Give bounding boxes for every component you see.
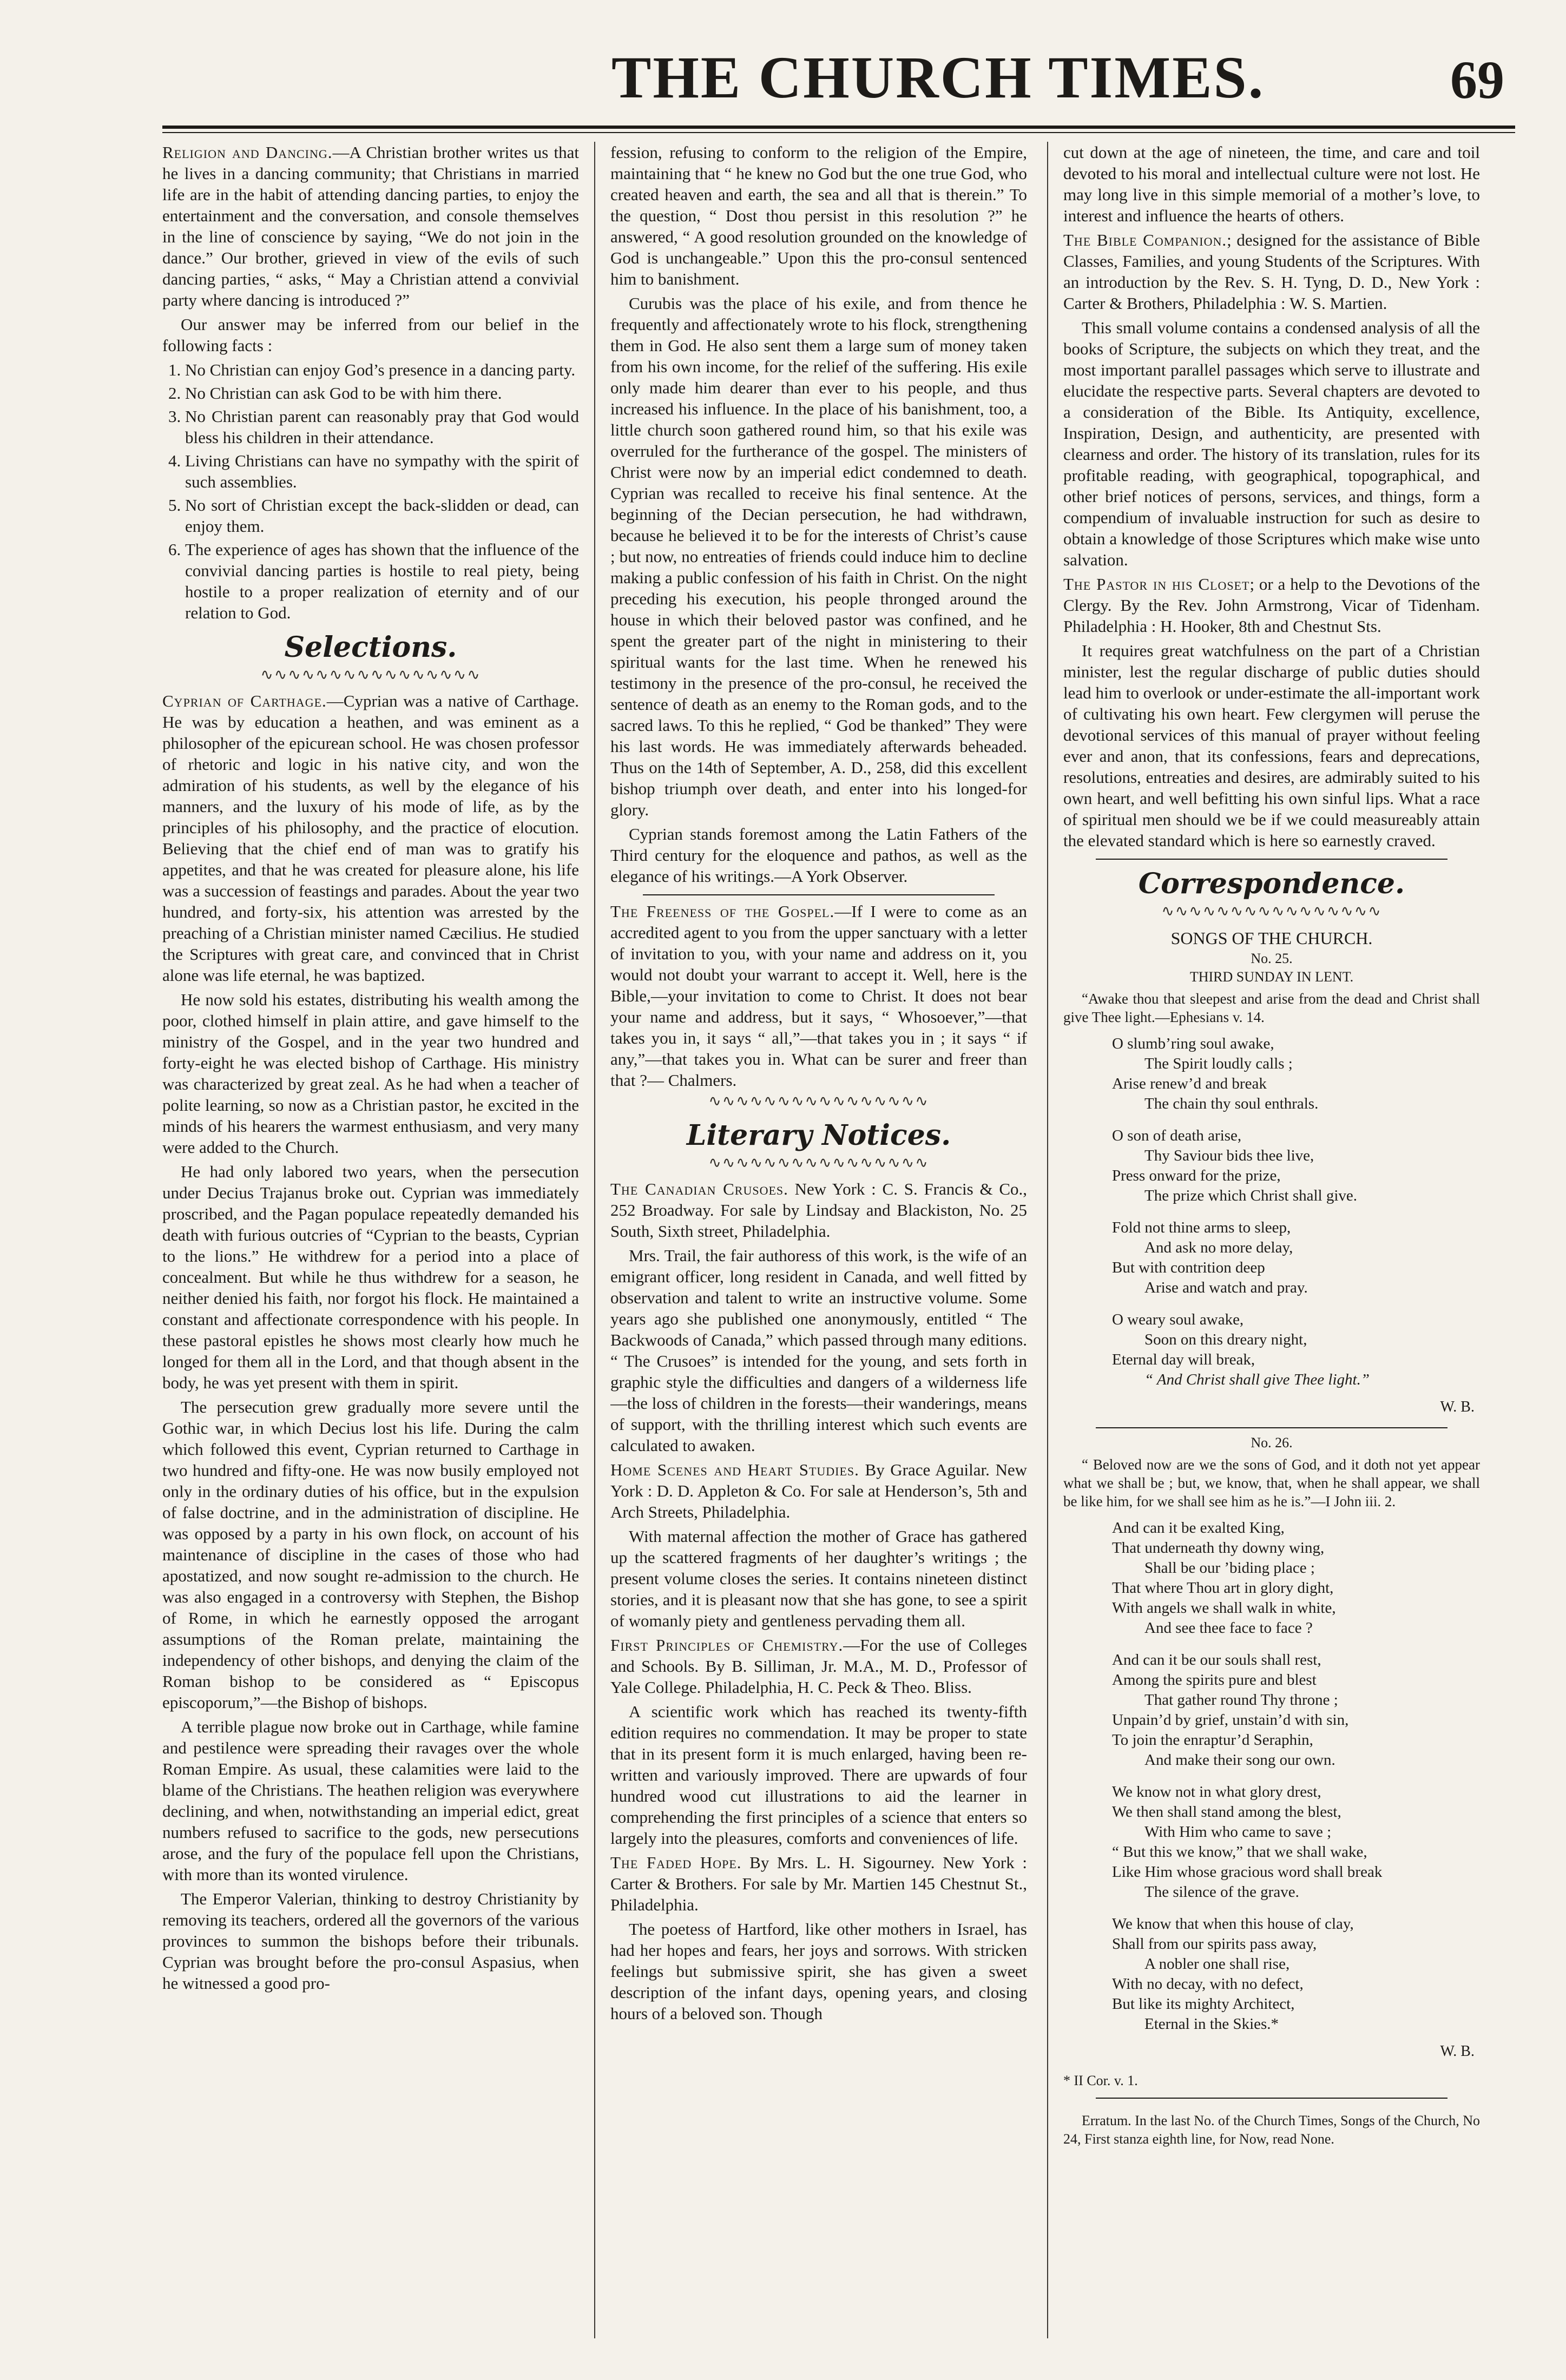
poem-line: Unpain’d by grief, unstain’d with sin,: [1112, 1711, 1349, 1729]
poem-line: With Him who came to save ;: [1144, 1823, 1332, 1841]
notice-text: ; designed for the assistance of Bible Classes, Families, and young Students of the Scriptures. With an introduction by the Rev. S. H. Tyng, D. D., New York : Carter & Brothers, Philadelphia : W. S. Martien.: [1063, 230, 1480, 313]
notice-text: By Grace Aguilar. New York : D. D. Appleton & Co. For sale at Henderson’s, 5th and Arch Streets, Philadelphia.: [610, 1460, 1027, 1521]
notice-text: Mrs. Trail, the fair authoress of this work, is the wife of an emigrant officer, long resident in Canada, and well fitted by observation and talent to write an instructive volume. Some years ago she published one anonymously, entitled “ The Backwoods of Canada,” which passed through many editions. “ The Crusoes” is intended for the young, and sets forth in graphic style the difficulties and dangers of a wilderness life—the loss of children in the forests—their wanderings, means of support, with the thrilling interest which such events are calculated to awaken.: [610, 1246, 1027, 1455]
poem-occasion: THIRD SUNDAY IN LENT.: [1189, 969, 1354, 985]
poem-stanza: [1112, 1310, 1480, 1390]
list-item: 4. Living Christians can have no sympathy with the spirit of such assemblies.: [185, 450, 579, 492]
ornamental-rule: ∿∿∿∿∿∿∿∿∿∿∿∿∿∿∿∿: [708, 1155, 929, 1171]
notice-item: [610, 1852, 1027, 1915]
notice-text: By Mrs. L. H. Sigourney. New York : Carter & Brothers. For sale by Mr. Martien 145 Chestnut St., Philadelphia.: [610, 1853, 1027, 1914]
article-text: fession, refusing to conform to the religion of the Empire, maintaining that “ he knew no God but the one true God, who created heaven and earth, the sea and all that is therein.” To the question, “ Dost thou persist in this resolution ?” he answered, “ A good resolution grounded on the knowledge of God is unchangeable.” Upon this the pro-consul sentenced him to banishment.: [610, 143, 1027, 288]
poem-line: Shall be our ’biding place ;: [1144, 1559, 1315, 1577]
poem-divider: [1096, 1427, 1447, 1428]
poem-line: Eternal in the Skies.*: [1144, 2015, 1279, 2033]
article-religion-and-dancing: [162, 142, 579, 311]
poem-line: But with contrition deep: [1112, 1259, 1265, 1276]
poem-line: To join the enraptur’d Seraphin,: [1112, 1731, 1313, 1749]
article-lead: Religion and Dancing.: [162, 143, 333, 162]
notice-item: [610, 1634, 1027, 1698]
poem-stanza: [1112, 1782, 1480, 1902]
section-heading-selections: Selections.: [284, 631, 457, 664]
article-lead: The Freeness of the Gospel.: [610, 902, 835, 921]
article-text: He had only labored two years, when the persecution under Decius Trajanus broke out. Cyprian was immediately proscribed, and the Pagan populace repeatedly demanded his death with furious outcries of “Cyprian to the beasts, Cyprian to the lions.” He withdrew for a period into a place of concealment. But while he thus withdrew for a season, he neither denied his faith, nor forgot his flock. He maintained a constant and affectionate correspondence with his people. In these pastoral epistles he shows most clearly how much he longed for them all in the Lord, and that though absent in the body, he was yet present with them in spirit.: [162, 1162, 579, 1392]
poem-epigraph: “ Beloved now are we the sons of God, and it doth not yet appear what we shall be ; but, we know, that, when he shall appear, we shall be like him, for we shall see him as he is.”—I John iii. 2.: [1063, 1456, 1480, 1509]
poem-line: The prize which Christ shall give.: [1144, 1187, 1358, 1204]
poem-line: O weary soul awake,: [1112, 1311, 1244, 1328]
list-item: 2. No Christian can ask God to be with him there.: [185, 383, 579, 404]
notice-item: [1063, 229, 1480, 314]
poem-line: We know not in what glory drest,: [1112, 1783, 1321, 1801]
poem-line: Like Him whose gracious word shall break: [1112, 1863, 1383, 1881]
notice-text: The poetess of Hartford, like other mothers in Israel, has had her hopes and fears, her joys and sorrows. With stricken feelings but submissive spirit, she has given a sweet description of the infant days, opening years, and closing hours of a beloved son. Though: [610, 1920, 1027, 2023]
poem-line: And make their song our own.: [1144, 1751, 1335, 1769]
section-heading-literary-notices: Literary Notices.: [686, 1119, 951, 1152]
ornamental-rule: ∿∿∿∿∿∿∿∿∿∿∿∿∿∿∿∿: [260, 667, 481, 683]
poem-line: That where Thou art in glory dight,: [1112, 1579, 1334, 1597]
notice-text: cut down at the age of nineteen, the time, and care and toil devoted to his moral and intellectual culture were not lost. He may long live in this simple memorial of a mother’s love, to interest and influence the hearts of others.: [1063, 143, 1480, 225]
poem-line: Thy Saviour bids thee live,: [1144, 1147, 1314, 1164]
footnote: * II Cor. v. 1.: [1063, 2073, 1138, 2088]
newspaper-title: THE CHURCH TIMES.: [611, 44, 1265, 110]
notice-lead: Home Scenes and Heart Studies.: [610, 1460, 859, 1479]
poem-line: Fold not thine arms to sleep,: [1112, 1219, 1291, 1236]
list-item: 3. No Christian parent can reasonably pray that God would bless his children in their attendance.: [185, 406, 579, 448]
article-text: Cyprian stands foremost among the Latin Fathers of the Third century for the eloquence and pathos, as well as the elegance of his writings.—A York Observer.: [610, 825, 1027, 886]
poem-number: No. 26.: [1251, 1435, 1293, 1451]
poem-line: A nobler one shall rise,: [1144, 1955, 1290, 1973]
column-3: [1063, 142, 1480, 2355]
poem-line: The Spirit loudly calls ;: [1144, 1055, 1293, 1072]
notice-text: It requires great watchfulness on the part of a Christian minister, lest the regular discharge of public duties should lead him to overlook or under-estimate the all-important work of cultivating his own heart. Few clergymen will peruse the devotional services of this manual of prayer without feeling ever and anon, that its confessions, fears and deprecations, resolutions, entreaties and desires, are admirably suited to his own heart, and well befitting his own sinful lips. What a race of spiritual men should we be if we could measureably attain the elevated standard which is here so earnestly craved.: [1063, 641, 1480, 850]
notice-text: ; or a help to the Devotions of the Clergy. By the Rev. John Armstrong, Vicar of Tidenham. Philadelphia : H. Hooker, 8th and Chestnut Sts.: [1063, 575, 1480, 636]
article-text: The persecution grew gradually more severe until the Gothic war, in which Decius lost his life. During the calm which followed this event, Cyprian returned to Carthage in two hundred and fifty-one. He was now busily employed not only in the ordinary duties of his office, but in the expulsion of false doctrine, and in the administration of discipline. He was opposed by a party in his own flock, on account of his maintenance of discipline in the cases of those who had apostatized, and now sought re-admission to the church. He was also engaged in a controversy with Stephen, the Bishop of Rome, in which he earnestly opposed the arrogant assumptions of the Roman prelate, maintaining the independency of other bishops, and denying the claim of the Roman bishop to be considered as “ Episcopus episcoporum,”—the Bishop of bishops.: [162, 1397, 579, 1712]
notice-lead: The Faded Hope.: [610, 1853, 742, 1872]
poem-stanza: [1112, 1126, 1480, 1206]
list-item: 1. No Christian can enjoy God’s presence in a dancing party.: [185, 359, 579, 380]
column-divider: [594, 142, 595, 2338]
poem-line: “ And Christ shall give Thee light.”: [1144, 1371, 1370, 1388]
poem-line: The chain thy soul enthrals.: [1144, 1095, 1319, 1112]
list-item: 5. No sort of Christian except the back-slidden or dead, can enjoy them.: [185, 495, 579, 537]
article-lead: Cyprian of Carthage.: [162, 691, 327, 710]
article-text: He now sold his estates, distributing his wealth among the poor, clothed himself in plain attire, and gave himself to the ministry of the Gospel, and in the year two hundred and forty-eight he was elected bishop of Carthage. His ministry was characterized by great zeal. As he had when a teacher of polite learning, so now as a Christian pastor, he excited in the minds of his hearers the warmest enthusiasm, and very many were added to the Church.: [162, 990, 579, 1157]
poem-line: Arise renew’d and break: [1112, 1075, 1267, 1092]
column-1: [162, 142, 579, 2355]
poem-line: Arise and watch and pray.: [1144, 1279, 1308, 1296]
poem-line: The silence of the grave.: [1144, 1883, 1299, 1901]
facts-list: [162, 359, 579, 623]
poem-line: That gather round Thy throne ;: [1144, 1691, 1338, 1709]
notice-text: New York : C. S. Francis & Co., 252 Broadway. For sale by Lindsay and Blackiston, No. 25 South, Sixth street, Philadelphia.: [610, 1179, 1027, 1241]
notice-lead: The Pastor in his Closet: [1063, 575, 1250, 594]
article-cyprian: [162, 690, 579, 986]
article-freeness: [610, 901, 1027, 1091]
notice-text: —For the use of Colleges and Schools. By B. Silliman, Jr. M.A., M. D., Professor of Yale College. Philadelphia, H. C. Peck & Theo. Bliss.: [610, 1636, 1027, 1697]
poem-signature: W. B.: [1440, 1399, 1475, 1415]
poem-stanza: [1112, 1034, 1480, 1114]
column-divider: [1047, 142, 1048, 2338]
poem-line: And can it be exalted King,: [1112, 1519, 1285, 1537]
erratum-note: Erratum. In the last No. of the Church Times, Songs of the Church, No 24, First stanza eighth line, for Now, read None.: [1063, 2113, 1480, 2147]
poem-line: Soon on this dreary night,: [1144, 1331, 1307, 1348]
poem-line: “ But this we know,” that we shall wake,: [1112, 1843, 1367, 1861]
notice-item: [610, 1178, 1027, 1242]
masthead-rule-thin: [162, 132, 1515, 133]
poem-stanza: [1112, 1218, 1480, 1298]
poem-signature: W. B.: [1440, 2043, 1475, 2060]
poem-line: And see thee face to face ?: [1144, 1619, 1313, 1637]
article-text: The Emperor Valerian, thinking to destroy Christianity by removing its teachers, ordered all the governors of the various provinces to summon the bishops before their tribunals. Cyprian was brought before the pro-consul Aspasius, when he witnessed a good pro-: [162, 1889, 579, 1993]
poem-line: Eternal day will break,: [1112, 1351, 1255, 1368]
poem-line: With angels we shall walk in white,: [1112, 1599, 1336, 1617]
article-text: —If I were to come as an accredited agent to you from the upper sanctuary with a letter of invitation to you, with your name and address on it, you would not doubt your warrant to accept it. Well, here is the Bible,—your invitation to come to Christ. It does not bear your name and address, but it says, “ Whosoever,”—that takes you in, it says “ all,”—that takes you in ; it says “ if any,”—that takes you in. What can be surer and freer than that ?— Chalmers.: [610, 902, 1027, 1090]
poem-line: Shall from our spirits pass away,: [1112, 1935, 1317, 1953]
notice-text: With maternal affection the mother of Grace has gathered up the scattered fragments of her daughter’s writings ; the present volume closes the series. It contains nineteen distinct stories, and it is pleasant now that she has gone, to see a spirit of womanly piety and gentleness pervading them all.: [610, 1527, 1027, 1630]
list-item: 6. The experience of ages has shown that the influence of the convivial dancing parties is hostile to real piety, being hostile to a proper realization of eternity and of our relation to God.: [185, 539, 579, 623]
column-2: [610, 142, 1027, 2355]
page-number: 69: [1450, 50, 1504, 110]
poem-line: And can it be our souls shall rest,: [1112, 1651, 1321, 1669]
poem-line: We know that when this house of clay,: [1112, 1915, 1354, 1933]
poem-stanza: [1112, 1518, 1480, 1638]
poem-series-title: SONGS OF THE CHURCH.: [1170, 928, 1373, 948]
article-divider: [643, 894, 995, 895]
article-text: —Cyprian was a native of Carthage. He was by education a heathen, and was eminent as a philosopher of the epicurean school. He was chosen professor of rhetoric and logic in his native city, and won the admiration of his students, as well by the elegance of his manners, and the luxury of his mode of life, as by the principles of his philosophy, and the practice of elocution. Believing that the chief end of man was to gratify his appetites, and that he was created for pleasure alone, his life was a succession of feastings and parades. About the year two hundred, and forty-six, his attention was arrested by the preaching of a Christian minister named Cæcilius. He studied the Scriptures with great care, and convinced that in Christ alone was life eternal, he was baptized.: [162, 691, 579, 985]
article-text: —A Christian brother writes us that he lives in a dancing community; that Christians in married life are in the habit of attending dancing parties, to enjoy the entertainment and the conversation, and console themselves in the line of conscience by saying, “We do not join in the dance.” Our brother, grieved in view of the evils of such dancing parties, “ asks, “ May a Christian attend a convivial party where dancing is introduced ?”: [162, 143, 579, 309]
footnote-divider: [1096, 2098, 1447, 2099]
poem-stanza: [1112, 1914, 1480, 2034]
masthead-rule: [162, 126, 1515, 129]
poem-line: We then shall stand among the blest,: [1112, 1803, 1341, 1821]
notice-text: This small volume contains a condensed analysis of all the books of Scripture, the subjects on which they treat, and the most important parallel passages which serve to illustrate and elucidate the respective parts. Several chapters are devoted to a consideration of the Bible. Its Antiquity, excellence, Inspiration, Design, and authenticity, are presented with clearness and order. The history of its translation, rules for its profitable reading, with geographical, topographical, and other brief notices of persons, services, and things, form a compendium of invaluable instruction for such as desire to obtain a knowledge of those Scriptures which make wise unto salvation.: [1063, 318, 1480, 569]
section-heading-correspondence: Correspondence.: [1138, 867, 1405, 900]
article-text: A terrible plague now broke out in Carthage, while famine and pestilence were spreading their ravages over the whole Roman Empire. As usual, these calamities were laid to the blame of the Christians. The heathen religion was everywhere declining, and when, notwithstanding an imperial edict, great numbers refused to sacrifice to the gods, new persecutions arose, and the fury of the populace fell upon the Christians, with more than its wonted virulence.: [162, 1717, 579, 1884]
notice-lead: First Principles of Chemistry.: [610, 1636, 844, 1654]
poem-line: But like its mighty Architect,: [1112, 1995, 1295, 2013]
article-divider: [1096, 859, 1447, 860]
notice-lead: The Bible Companion.: [1063, 230, 1227, 249]
poem-stanza: [1112, 1650, 1480, 1770]
masthead: [162, 38, 1515, 119]
poem-number: No. 25.: [1251, 951, 1293, 966]
poem-line: Press onward for the prize,: [1112, 1167, 1281, 1184]
ornamental-rule: ∿∿∿∿∿∿∿∿∿∿∿∿∿∿∿∿: [1161, 903, 1382, 920]
notice-text: A scientific work which has reached its twenty-fifth edition requires no commendation. It may be proper to state that in its present form it is much enlarged, having been re-written and variously improved. There are upwards of four hundred wood cut illustrations to aid the learner in comprehending the first principles of a science that enters so largely into the pleasures, comforts and conveniences of life.: [610, 1702, 1027, 1848]
poem-line: That underneath thy downy wing,: [1112, 1539, 1325, 1557]
poem-epigraph: “Awake thou that sleepest and arise from the dead and Christ shall give Thee light.—Ephesians v. 14.: [1063, 991, 1480, 1025]
notice-item: [1063, 573, 1480, 637]
poem-line: O slumb’ring soul awake,: [1112, 1035, 1274, 1052]
poem-line: And ask no more delay,: [1144, 1239, 1293, 1256]
poem-line: With no decay, with no defect,: [1112, 1975, 1304, 1993]
ornamental-rule: ∿∿∿∿∿∿∿∿∿∿∿∿∿∿∿∿: [708, 1093, 929, 1110]
article-text: Curubis was the place of his exile, and from thence he frequently and affectionately wrote to his flock, strengthening them in God. He also sent them a large sum of money taken from his own income, for the relief of the suffering. His exile only made him dearer than ever to his people, and thus increased his influence. In the place of his banishment, too, a little church soon gathered round him, so that his exile was overruled for the furtherance of the gospel. The ministers of Christ were now by an imperial edict condemned to death. Cyprian was recalled to receive his final sentence. At the beginning of the Decian persecution, he had withdrawn, because he believed it to be for the interests of Christ’s cause ; but now, no entreaties of friends could induce him to decline making a public confession of his faith in Christ. On the night preceding his execution, his people thronged around the house in which their beloved pastor was confined, and he spent the greater part of the night in ministering to their spiritual wants for the last time. When he renewed his testimony in the presence of the pro-consul, he received the sentence of death as an enemy to the Roman gods, and to the sacred laws. To this he replied, “ God be thanked” They were his last words. He was immediately afterwards beheaded. Thus on the 14th of September, A. D., 258, did this excellent bishop triumph over death, and enter into his longed-for glory.: [610, 294, 1027, 819]
poem-line: Among the spirits pure and blest: [1112, 1671, 1317, 1689]
poem-line: O son of death arise,: [1112, 1127, 1242, 1144]
notice-lead: The Canadian Crusoes.: [610, 1179, 788, 1198]
notice-item: [610, 1459, 1027, 1522]
article-text: Our answer may be inferred from our belief in the following facts :: [162, 315, 579, 355]
